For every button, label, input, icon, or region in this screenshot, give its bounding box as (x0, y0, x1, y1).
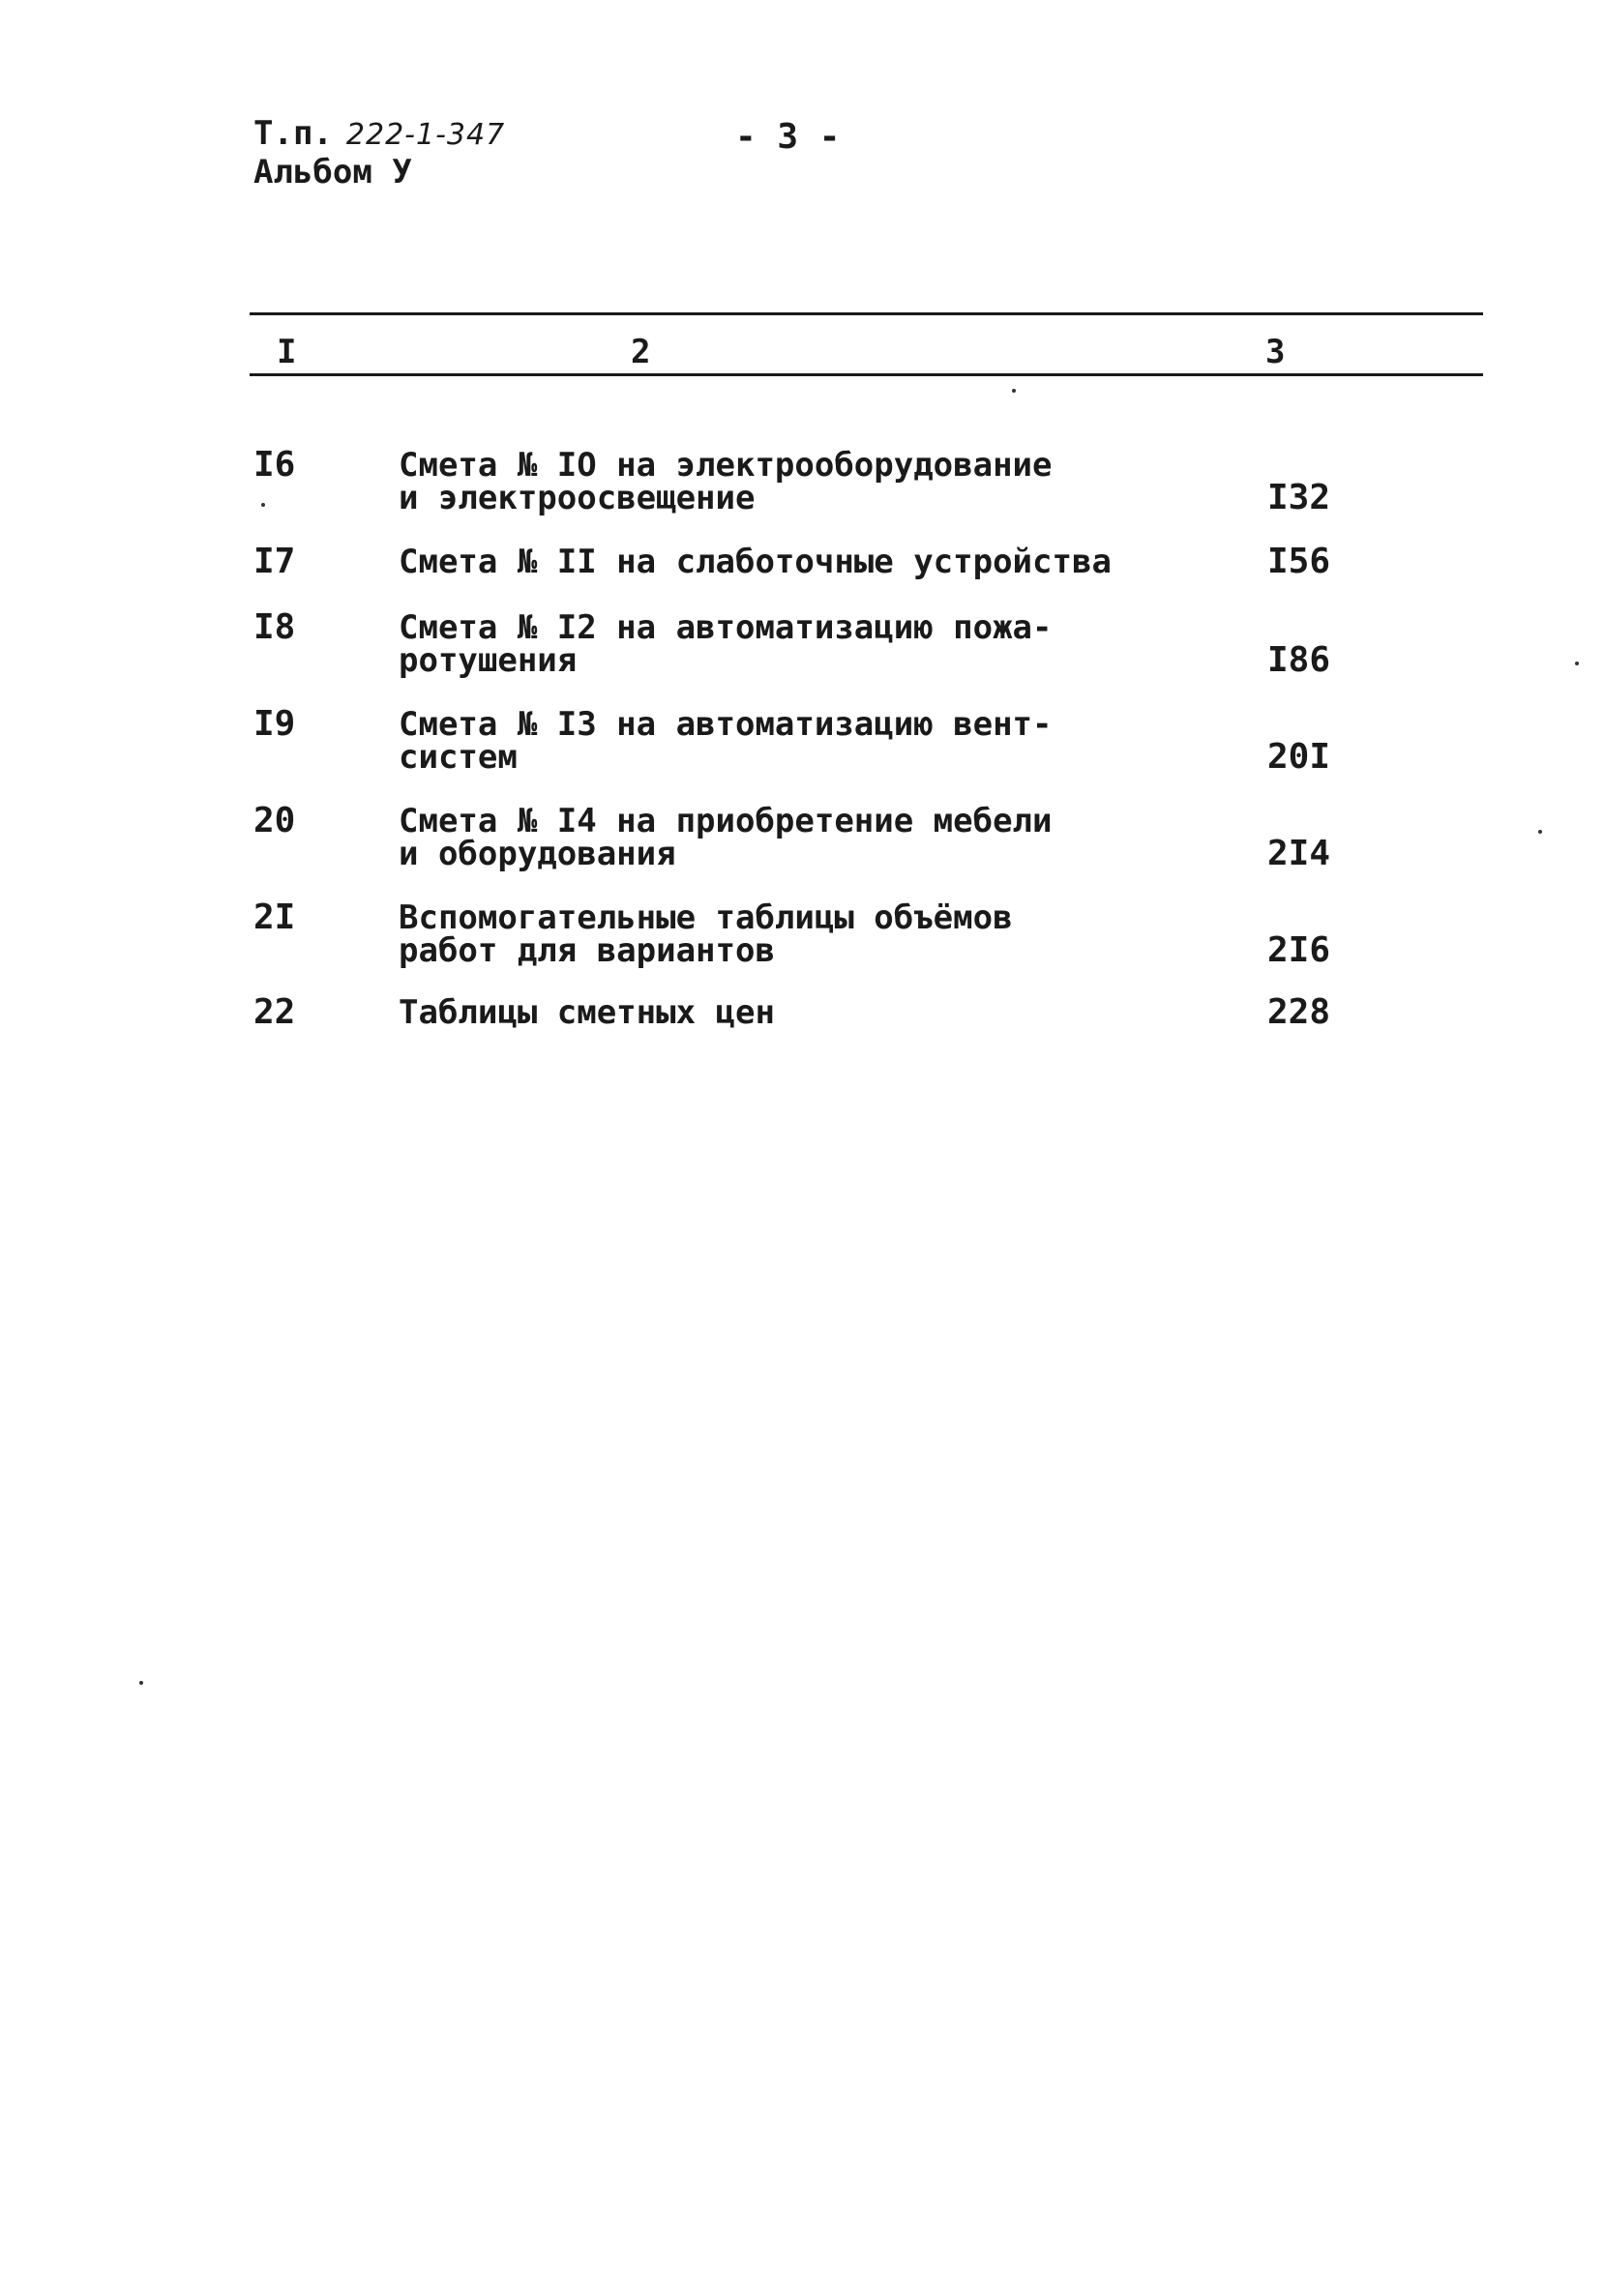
table-header-rule (250, 373, 1483, 376)
entry-number: I7 (253, 542, 296, 581)
scan-speck (139, 1681, 143, 1685)
entry-title: Смета № I3 на автоматизацию вент- систем (399, 705, 1053, 777)
entry-title: Смета № IO на электрооборудование и электроосвещение (399, 446, 1053, 517)
scan-speck (1575, 662, 1579, 665)
column-header-1: I (277, 333, 297, 371)
entry-page: I86 (1267, 640, 1331, 680)
entry-title: Таблицы сметных цен (399, 993, 775, 1032)
entry-title: Смета № I4 на приобретение мебели и оборудования (399, 802, 1053, 873)
scan-speck (1538, 830, 1542, 834)
entry-page: 2I6 (1267, 930, 1331, 970)
column-header-3: 3 (1265, 333, 1286, 371)
entry-number: 20 (253, 801, 296, 840)
entry-number: I6 (253, 445, 296, 485)
entry-title: Смета № I2 на автоматизацию пожа- ротушения (399, 608, 1053, 680)
entry-number: 2I (253, 898, 296, 937)
album-label: Альбом У (253, 153, 412, 191)
entry-page: 20I (1267, 737, 1331, 777)
entry-page: 228 (1267, 992, 1331, 1032)
entry-number: I9 (253, 704, 296, 744)
entry-number: I8 (253, 607, 296, 647)
table-top-rule (250, 312, 1483, 315)
entry-title: Смета № II на слаботочные устройства (399, 543, 1112, 581)
entry-page: 2I4 (1267, 834, 1331, 873)
project-reference (253, 114, 505, 155)
entry-page: I56 (1267, 542, 1331, 581)
entry-page: I32 (1267, 478, 1331, 517)
tp-number: 222-1-347 (345, 118, 506, 152)
entry-number: 22 (253, 992, 296, 1032)
scan-speck (1012, 389, 1016, 393)
entry-title: Вспомогательные таблицы объёмов работ для вариантов (399, 898, 1013, 970)
page-number: - 3 - (735, 117, 841, 157)
scan-speck (261, 503, 265, 507)
tp-label: Т.п. (253, 114, 333, 153)
column-header-2: 2 (631, 333, 651, 371)
